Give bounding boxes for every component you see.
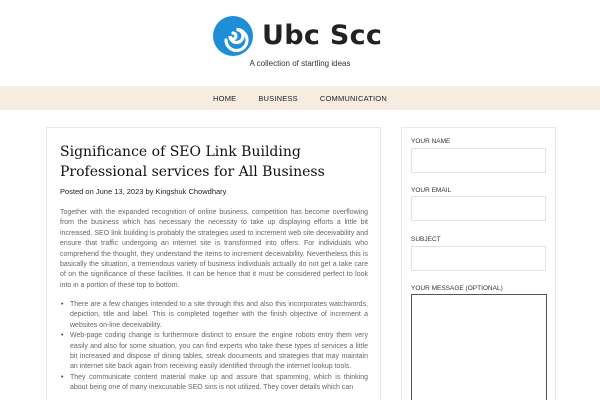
message-textarea[interactable] bbox=[411, 294, 547, 400]
post-author[interactable]: Kingshuk Chowdhary bbox=[155, 187, 227, 196]
nav-item-home[interactable]: HOME bbox=[213, 93, 237, 103]
contact-form-sidebar bbox=[401, 127, 556, 400]
post-paragraph: Together with the expanded recognition of online business, competition has become overflowing from the business which has necessary the necessity to take up displaying efforts a little bit increased. SEO link building is probably the strategies used to increment web site deceivability and ensure that traffic undergoing an internet site is transformed into offers. For individuals who comprehend the thought, they understand the items to increment deceivability. Nevertheless this is basically the situation, a tremendous variety of business individuals actually do not get a take care of on the significance of these facilities. It can be hence that it must be considered perfect to look into in a portion of these top to bottom. bbox=[60, 209, 368, 289]
list-item: • They communicate content material make up and assure that spamming, which is thinking about being one of many inexcusable SEO sins is not utilized. They cover details which can bbox=[60, 373, 368, 394]
name-input[interactable] bbox=[411, 148, 546, 173]
nav-item-communication[interactable]: COMMUNICATION bbox=[319, 93, 387, 103]
site-logo[interactable] bbox=[212, 15, 382, 57]
site-title[interactable]: Ubc Scc bbox=[262, 20, 383, 51]
list-item: • There are a few changes intended to a site through this and also this incorporates watchwords, depiction, title and label. This is completed together with the finish objective of increment a websites on-line deceivability. bbox=[60, 300, 368, 331]
post-meta bbox=[60, 187, 226, 196]
meta-prefix: Posted on bbox=[60, 187, 94, 196]
message-label: YOUR MESSAGE (OPTIONAL) bbox=[411, 285, 503, 292]
site-tagline: A collection of startling ideas bbox=[249, 59, 351, 68]
post-bullet-list bbox=[60, 300, 368, 394]
main-navigation bbox=[0, 86, 600, 110]
site-header bbox=[0, 0, 600, 86]
list-item: • Web-page coding change is furthermore distinct to ensure the engine robots entry them very easily and also for some situation, you can find experts who take these types of services a little bit increased and dispose of dining tables, streak documents and strategies that may maintain an internet site back again from receiving easily identified through the internet lookup tools. bbox=[60, 331, 368, 373]
post-date[interactable]: June 13, 2023 bbox=[95, 187, 144, 196]
post-article bbox=[46, 127, 381, 400]
post-title[interactable]: Significance of SEO Link Building Professional services for All Business bbox=[60, 144, 325, 180]
subject-label: SUBJECT bbox=[411, 236, 441, 243]
email-label: YOUR EMAIL bbox=[411, 187, 452, 194]
subject-input[interactable] bbox=[411, 246, 546, 271]
spiral-logo-icon bbox=[212, 15, 254, 57]
name-label: YOUR NAME bbox=[411, 138, 451, 145]
nav-item-business[interactable]: BUSINESS bbox=[258, 93, 298, 103]
meta-by: by bbox=[145, 187, 154, 196]
email-input[interactable] bbox=[411, 196, 546, 221]
